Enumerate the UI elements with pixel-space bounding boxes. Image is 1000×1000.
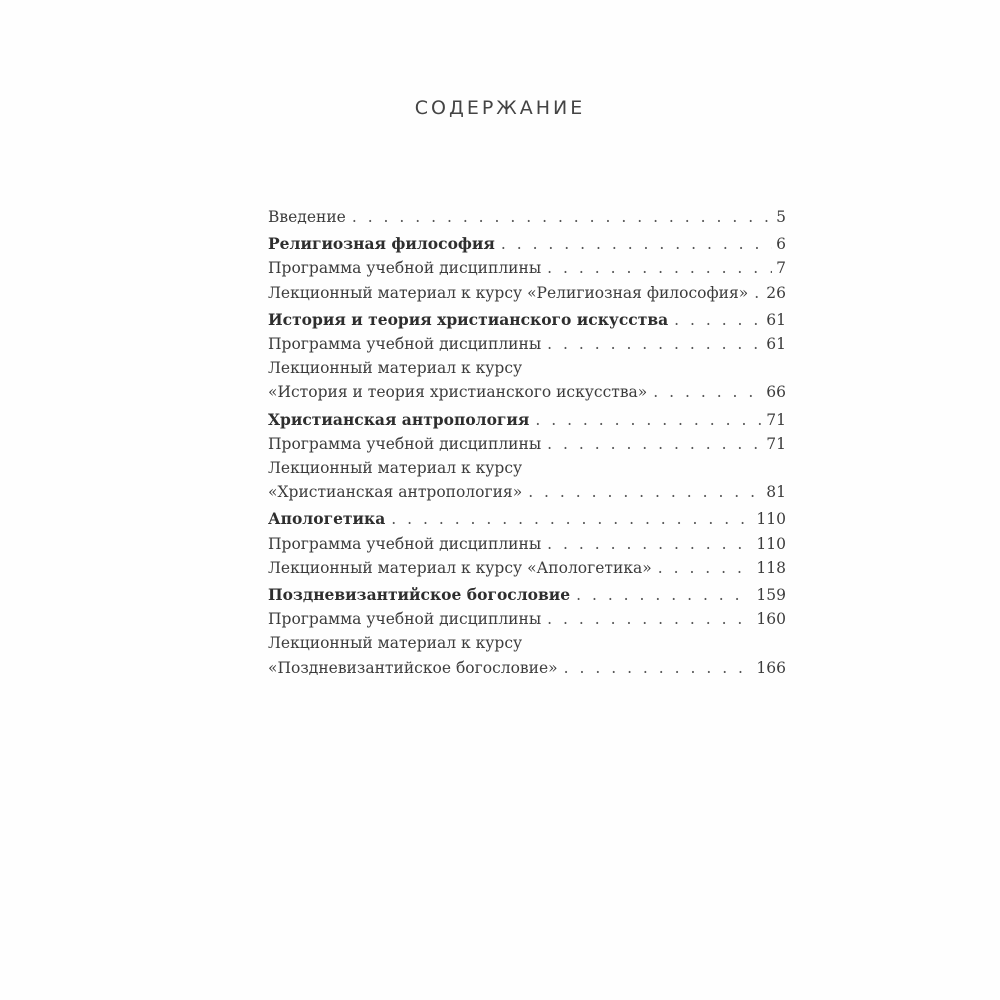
toc-entry-title: Христианская антропология — [268, 409, 530, 429]
dot-leader — [528, 480, 762, 504]
dot-leader — [547, 256, 772, 280]
toc-page-number: 61 — [766, 310, 786, 329]
dot-leader — [564, 656, 753, 680]
toc-page-number: 61 — [766, 335, 786, 354]
toc-section-entry — [268, 408, 786, 432]
dot-leader — [547, 607, 752, 631]
toc-page-number: 159 — [756, 586, 786, 605]
toc-page-number: 166 — [756, 658, 786, 677]
toc-entry — [268, 356, 786, 404]
toc-page-number: 110 — [756, 510, 786, 529]
toc-page-number: 118 — [756, 558, 786, 577]
toc-entry — [268, 256, 786, 280]
toc-page-number: 7 — [776, 259, 786, 278]
toc-page-number: 160 — [756, 610, 786, 629]
dot-leader — [653, 380, 762, 404]
toc-entry-title: Религиозная философия — [268, 234, 495, 254]
toc-section-entry — [268, 308, 786, 332]
toc-page-number: 110 — [756, 534, 786, 553]
toc-entry-title: Программа учебной дисциплины — [268, 434, 542, 453]
toc-entry-title: Лекционный материал к курсу «Апологетика» — [268, 558, 652, 577]
toc-entry-title: Программа учебной дисциплины — [268, 534, 542, 553]
page-title: СОДЕРЖАНИЕ — [414, 96, 586, 119]
toc-entry-title: Введение — [268, 208, 346, 226]
toc-page-number: 5 — [776, 208, 786, 226]
dot-leader — [535, 408, 762, 432]
toc-entry — [268, 432, 786, 456]
dot-leader — [547, 532, 752, 556]
toc-page-number: 66 — [766, 383, 786, 402]
toc-entry-title: Лекционный материал к курсу «Религиозная философия» — [268, 283, 749, 302]
toc-section-entry — [268, 583, 786, 607]
dot-leader — [501, 232, 772, 256]
toc-entry — [268, 607, 786, 631]
dot-leader — [658, 556, 753, 580]
toc-entry-title: Программа учебной дисциплины — [268, 335, 542, 354]
toc-entry-text-line: Лекционный материал к курсу — [268, 634, 523, 653]
toc-entry-text-line: Лекционный материал к курсу — [268, 459, 523, 478]
dot-leader — [547, 432, 762, 456]
toc-entry-title: «История и теория христианского искусства» — [268, 383, 648, 402]
toc-entry-title: Поздневизантийское богословие — [268, 585, 571, 605]
toc-entry-title: «Христианская антропология» — [268, 483, 523, 502]
toc-entry-title: Программа учебной дисциплины — [268, 610, 542, 629]
table-of-contents — [268, 205, 786, 680]
toc-section-entry — [268, 507, 786, 531]
dot-leader — [754, 281, 762, 305]
toc-page-number: 71 — [766, 410, 786, 429]
dot-leader — [391, 507, 752, 531]
toc-page-number: 71 — [766, 434, 786, 453]
toc-entry — [268, 281, 786, 305]
dot-leader — [674, 308, 762, 332]
dot-leader — [547, 332, 762, 356]
toc-entry-title: История и теория христианского искусства — [268, 309, 669, 329]
toc-entry-title: «Поздневизантийское богословие» — [268, 658, 558, 677]
toc-entry-title: Апологетика — [268, 509, 386, 529]
toc-entry — [268, 456, 786, 504]
toc-entry — [268, 631, 786, 679]
dot-leader — [576, 583, 752, 607]
toc-page-number: 81 — [766, 483, 786, 502]
toc-entry — [268, 332, 786, 356]
toc-page-number: 26 — [766, 283, 786, 302]
toc-entry-text-line: Лекционный материал к курсу — [268, 359, 523, 378]
toc-entry — [268, 205, 786, 229]
dot-leader — [352, 205, 772, 229]
toc-page-number: 6 — [776, 235, 786, 254]
toc-entry — [268, 532, 786, 556]
toc-section-entry — [268, 232, 786, 256]
toc-entry — [268, 556, 786, 580]
toc-entry-title: Программа учебной дисциплины — [268, 259, 542, 278]
